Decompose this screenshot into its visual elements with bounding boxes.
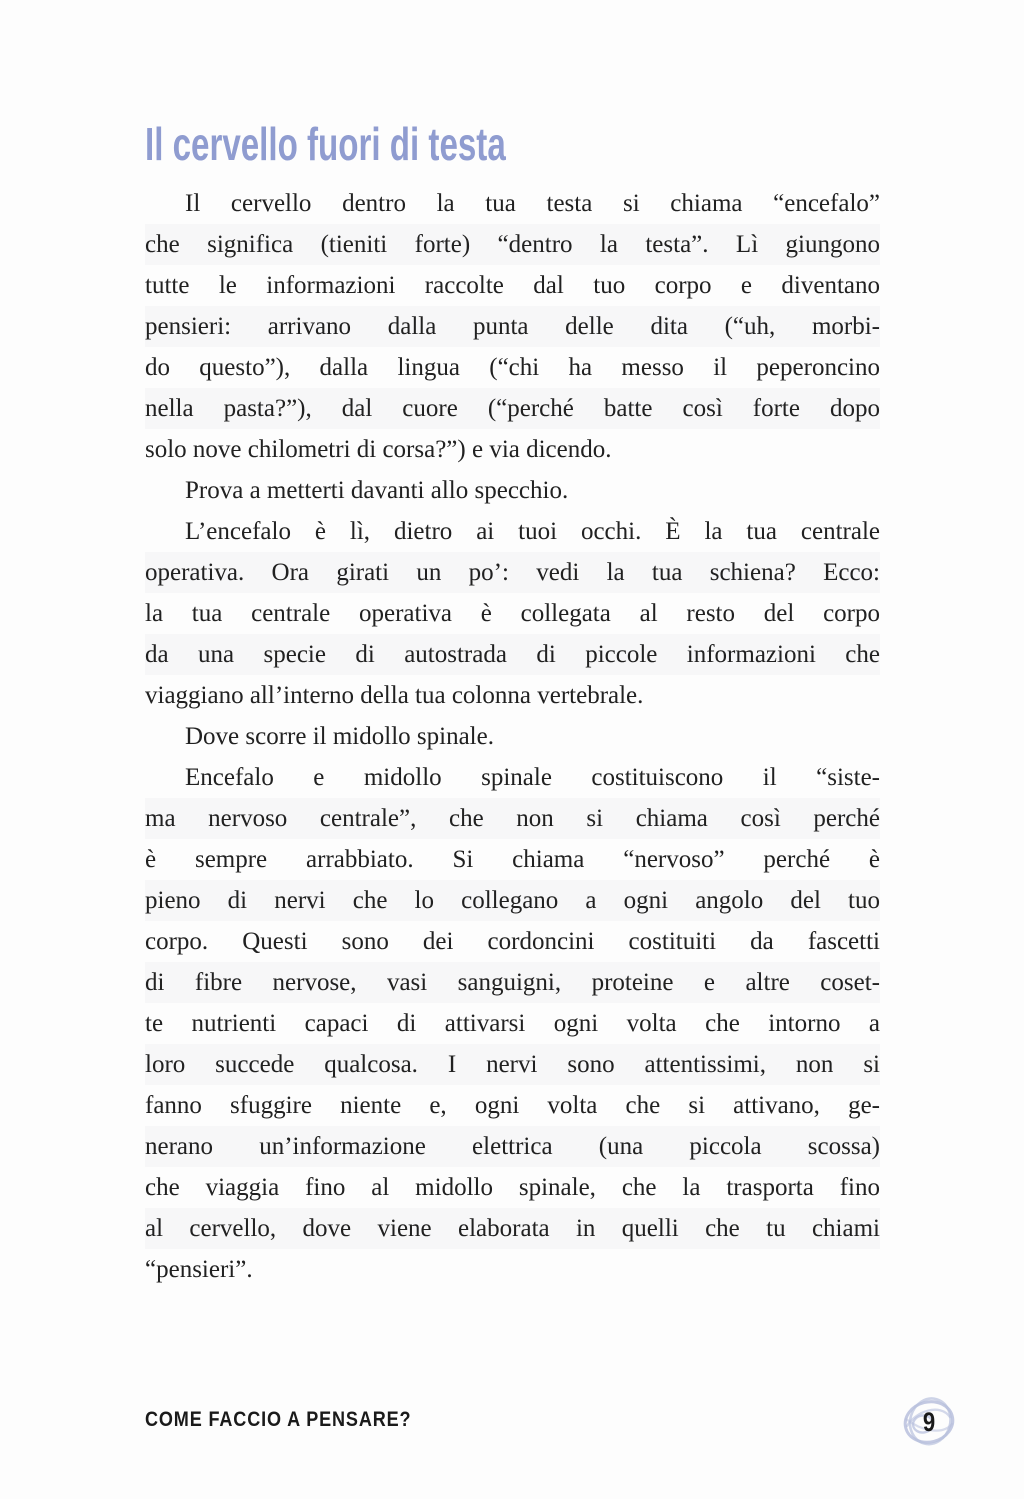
text-line: loro succede qualcosa. I nervi sono attentissimi, non si: [145, 1044, 880, 1085]
text-line: è sempre arrabbiato. Si chiama “nervoso” perché è: [145, 846, 880, 873]
text-line: tutte le informazioni raccolte dal tuo corpo e diventano: [145, 272, 880, 299]
text-line: te nutrienti capaci di attivarsi ogni volta che intorno a: [145, 1010, 880, 1037]
chapter-title: Il cervello fuori di testa: [145, 118, 506, 170]
page-number: 9: [922, 1406, 936, 1437]
text-line: viaggiano all’interno della tua colonna vertebrale.: [145, 682, 644, 709]
page-number-badge: [898, 1391, 960, 1453]
text-line: operativa. Ora girati un po’: vedi la tua schiena? Ecco:: [145, 552, 880, 593]
paragraph: [145, 757, 880, 1290]
text-line: solo nove chilometri di corsa?”) e via dicendo.: [145, 436, 612, 463]
text-line: Dove scorre il midollo spinale.: [185, 723, 494, 750]
text-line: Encefalo e midollo spinale costituiscono il “siste-: [185, 764, 880, 791]
text-line: Prova a metterti davanti allo specchio.: [185, 477, 569, 504]
text-line: do questo”), dalla lingua (“chi ha messo il peperoncino: [145, 354, 880, 381]
text-line: fanno sfuggire niente e, ogni volta che si attivano, ge-: [145, 1092, 880, 1119]
text-line: che significa (tieniti forte) “dentro la testa”. Lì giungono: [145, 224, 880, 265]
body-text: [145, 183, 880, 1290]
text-line: nerano un’informazione elettrica (una piccola scossa): [145, 1126, 880, 1167]
text-line: corpo. Questi sono dei cordoncini costituiti da fascetti: [145, 928, 880, 955]
text-line: che viaggia fino al midollo spinale, che la trasporta fino: [145, 1174, 880, 1201]
text-line: da una specie di autostrada di piccole informazioni che: [145, 634, 880, 675]
text-line: Il cervello dentro la tua testa si chiama “encefalo”: [185, 190, 880, 217]
text-line: L’encefalo è lì, dietro ai tuoi occhi. È la tua centrale: [185, 518, 880, 545]
text-line: nella pasta?”), dal cuore (“perché batte così forte dopo: [145, 388, 880, 429]
text-line: ma nervoso centrale”, che non si chiama così perché: [145, 798, 880, 839]
text-line: pieno di nervi che lo collegano a ogni angolo del tuo: [145, 880, 880, 921]
text-line: al cervello, dove viene elaborata in quelli che tu chiami: [145, 1208, 880, 1249]
page-footer: [145, 1405, 880, 1455]
text-line: “pensieri”.: [145, 1256, 253, 1283]
paragraph: [145, 470, 880, 511]
running-footer-title: COME FACCIO A PENSARE?: [145, 1408, 412, 1431]
paragraph: [145, 511, 880, 716]
text-line: la tua centrale operativa è collegata al resto del corpo: [145, 600, 880, 627]
text-line: di fibre nervose, vasi sanguigni, proteine e altre coset-: [145, 962, 880, 1003]
text-line: pensieri: arrivano dalla punta delle dita (“uh, morbi-: [145, 306, 880, 347]
paragraph: [145, 183, 880, 470]
paragraph: [145, 716, 880, 757]
